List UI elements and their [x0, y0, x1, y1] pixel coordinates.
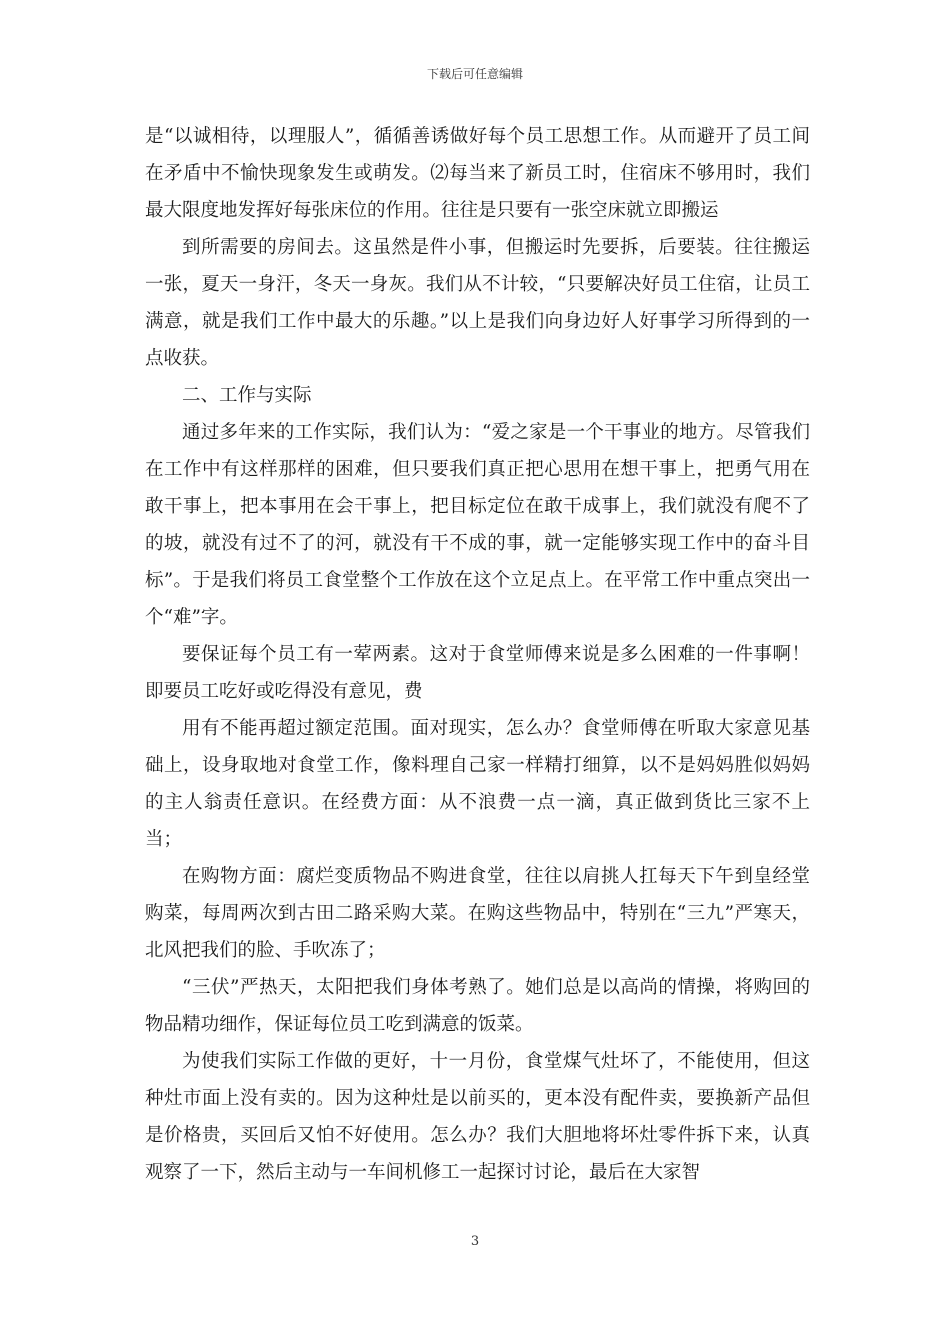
section-heading: 二、工作与实际	[182, 385, 312, 406]
paragraph-1: 是“以诚相待，以理服人”，循循善诱做好每个员工思想工作。从而避开了员工间在矛盾中不愉快现象发生或萌发。⑵每当来了新员工时，住宿床不够用时，我们最大限度地发挥好每张床位的作用。往往是只要有一张空床就立即搬运	[145, 126, 810, 221]
paragraph-8: 为使我们实际工作做的更好，十一月份，食堂煤气灶坏了，不能使用，但这种灶市面上没有卖的。因为这种灶是以前买的，更本没有配件卖，要换新产品但是价格贵，买回后又怕不好使用。怎么办？我们大胆地将坏灶零件拆下来，认真观察了一下，然后主动与一车间机修工一起探讨讨论，最后在大家智	[145, 1051, 810, 1183]
paragraph-5: 用有不能再超过额定范围。面对现实，怎么办？食堂师傅在听取大家意见基础上，设身取地对食堂工作，像料理自己家一样精打细算，以不是妈妈胜似妈妈的主人翁责任意识。在经费方面：从不浪费一点一滴，真正做到货比三家不上当；	[145, 718, 810, 850]
paragraph-6: 在购物方面：腐烂变质物品不购进食堂，往往以肩挑人扛每天下午到皇经堂购菜，每周两次到古田二路采购大菜。在购这些物品中，特别在“三九”严寒天，北风把我们的脸、手吹冻了；	[145, 866, 810, 961]
page-header: 下载后可任意编辑	[426, 67, 523, 81]
paragraph-7: “三伏”严热天，太阳把我们身体考熟了。她们总是以高尚的情操，将购回的物品精功细作，保证每位员工吃到满意的饭菜。	[145, 977, 810, 1035]
paragraph-2: 到所需要的房间去。这虽然是件小事，但搬运时先要拆，后要装。往往搬运一张，夏天一身汗，冬天一身灰。我们从不计较，“只要解决好员工住宿，让员工满意，就是我们工作中最大的乐趣。”以上是我们向身边好人好事学习所得到的一点收获。	[145, 237, 810, 369]
document-body	[145, 118, 810, 1191]
paragraph-3: 通过多年来的工作实际，我们认为：“爱之家是一个干事业的地方。尽管我们在工作中有这样那样的困难，但只要我们真正把心思用在想干事上，把勇气用在敢干事上，把本事用在会干事上，把目标定位在敢干成事上，我们就没有爬不了的坡，就没有过不了的河，就没有干不成的事，就一定能够实现工作中的奋斗目标”。于是我们将员工食堂整个工作放在这个立足点上。在平常工作中重点突出一个“难”字。	[145, 422, 810, 628]
paragraph-4: 要保证每个员工有一荤两素。这对于食堂师傅来说是多么困难的一件事啊！即要员工吃好或吃得没有意见，费	[145, 644, 810, 702]
page-number: 3	[470, 1234, 480, 1249]
